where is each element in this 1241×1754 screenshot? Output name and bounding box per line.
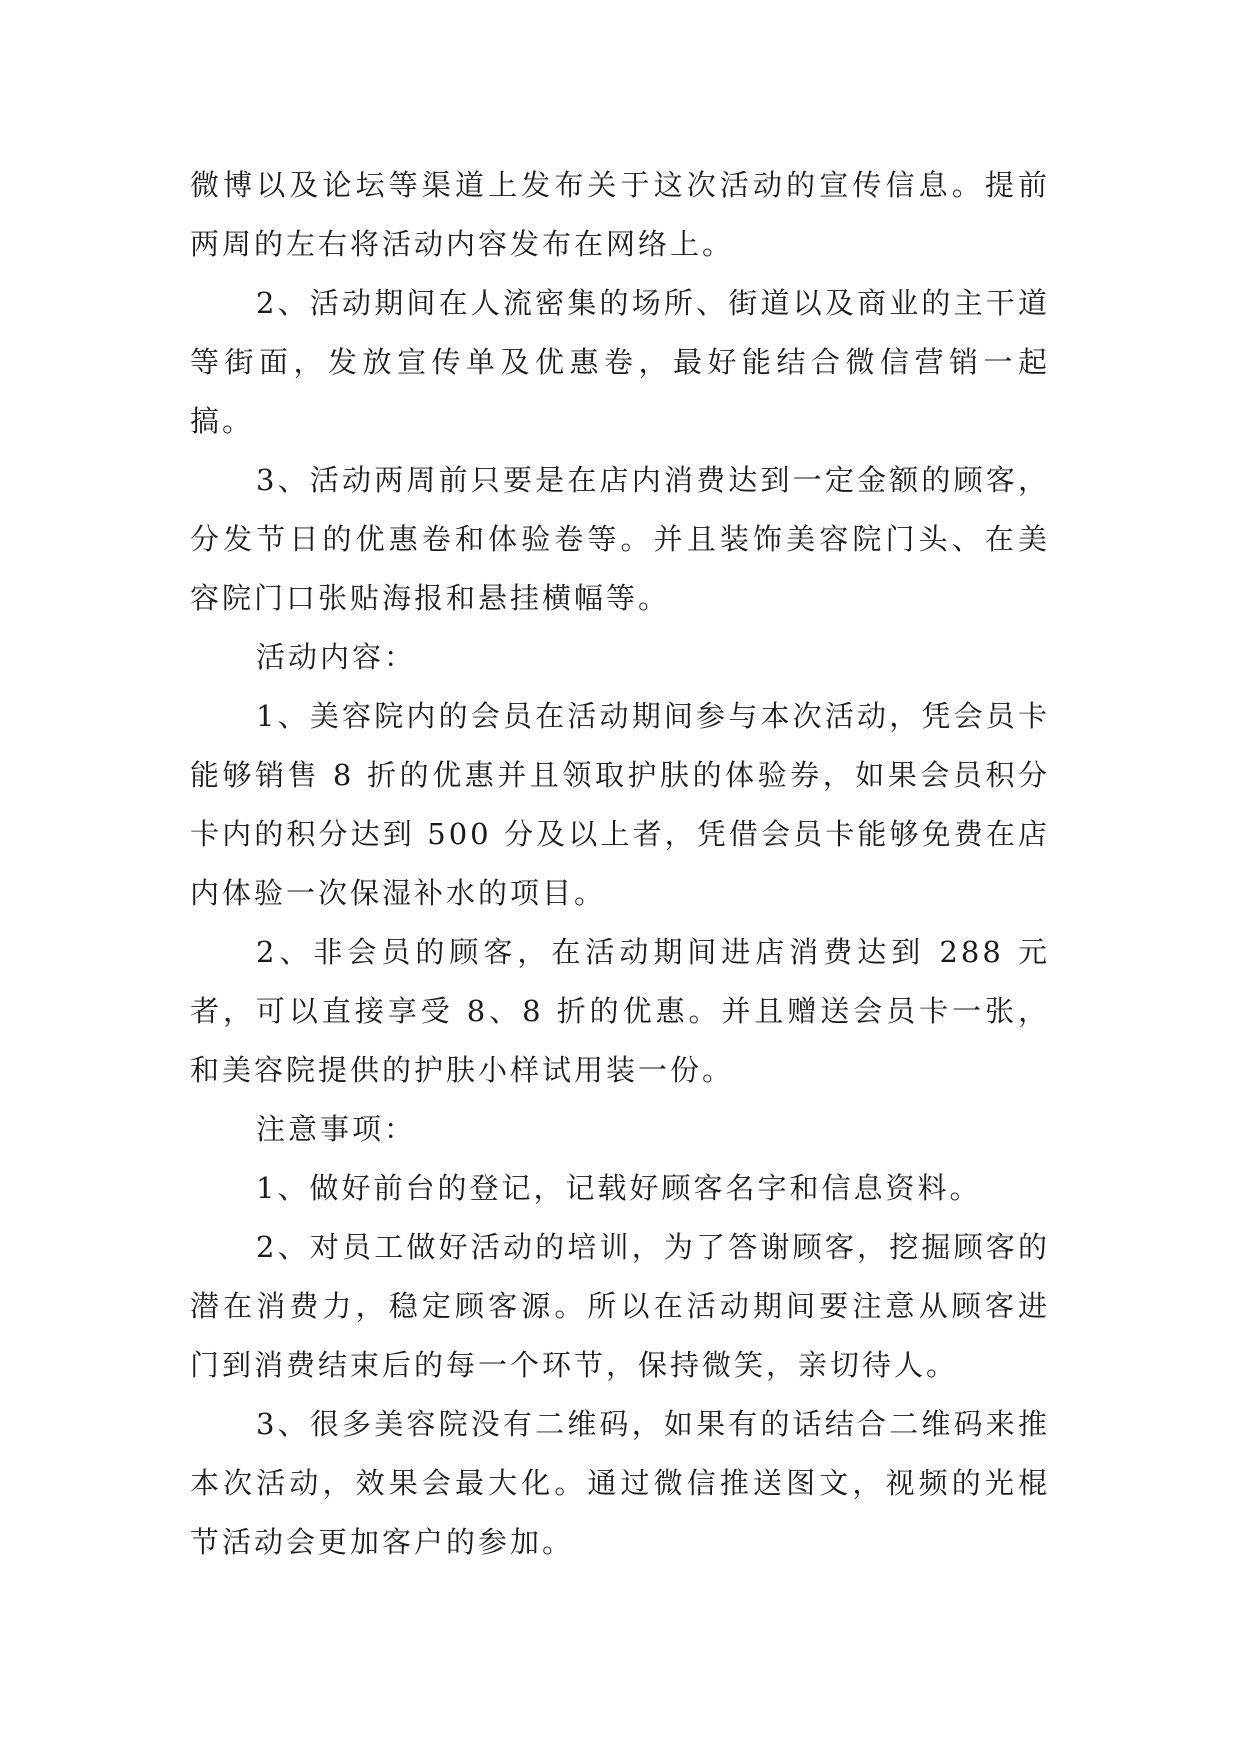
paragraph-notes-item-1: 1、做好前台的登记，记载好顾客名字和信息资料。 [256, 1171, 982, 1205]
section-heading-notes: 注意事项： [256, 1112, 417, 1146]
paragraph-activity-item-2: 2、非会员的顾客，在活动期间进店消费达到 288 元者，可以直接享受 8、8 折的优惠。并且赠送会员卡一张，和美容院提供的护肤小样试用装一份。 [190, 935, 1050, 1087]
paragraph-continuation: 微博以及论坛等渠道上发布关于这次活动的宣传信息。提前两周的左右将活动内容发布在网络上。 [190, 168, 1050, 261]
paragraph-notes-item-3: 3、很多美容院没有二维码，如果有的话结合二维码来推本次活动，效果会最大化。通过微信推送图文，视频的光棍节活动会更加客户的参加。 [190, 1407, 1050, 1559]
paragraph-activity-item-1: 1、美容院内的会员在活动期间参与本次活动，凭会员卡能够销售 8 折的优惠并且领取护肤的体验券，如果会员积分卡内的积分达到 500 分及以上者，凭借会员卡能够免费在店内体验一次保湿补水的项目。 [190, 699, 1050, 910]
document-body [190, 156, 1050, 1572]
section-heading-activity-content: 活动内容： [256, 640, 417, 674]
paragraph-notes-item-2: 2、对员工做好活动的培训，为了答谢顾客，挖掘顾客的潜在消费力，稳定顾客源。所以在活动期间要注意从顾客进门到消费结束后的每一个环节，保持微笑，亲切待人。 [190, 1230, 1050, 1382]
paragraph-promo-item-2: 2、活动期间在人流密集的场所、街道以及商业的主干道等街面，发放宣传单及优惠卷，最好能结合微信营销一起搞。 [190, 286, 1050, 438]
paragraph-promo-item-3: 3、活动两周前只要是在店内消费达到一定金额的顾客，分发节日的优惠卷和体验卷等。并且装饰美容院门头、在美容院门口张贴海报和悬挂横幅等。 [190, 463, 1050, 615]
